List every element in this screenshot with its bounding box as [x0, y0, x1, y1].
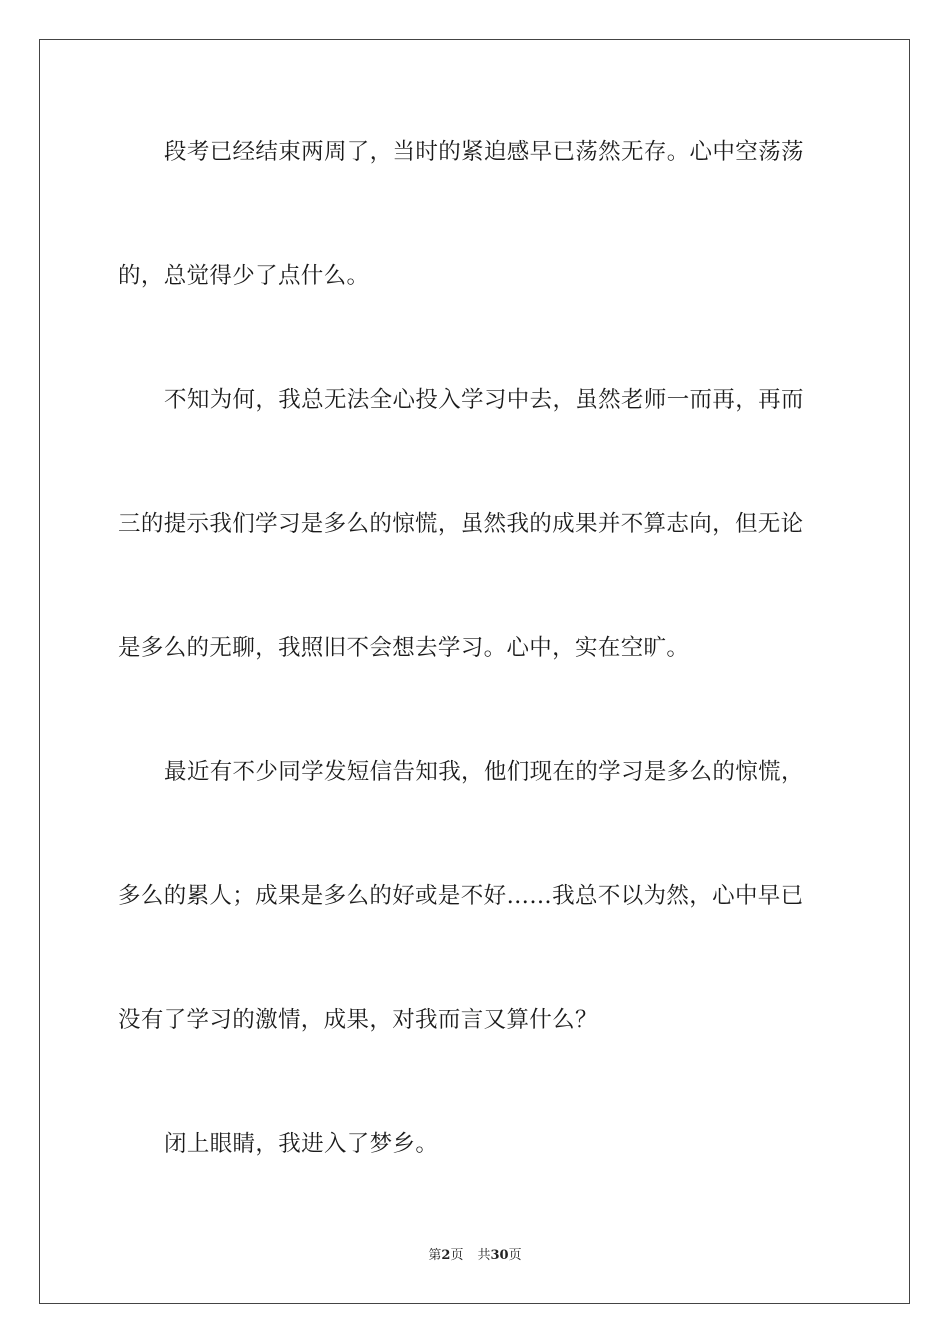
paragraph-line: 的，总觉得少了点什么。 — [118, 263, 370, 289]
footer-page-suffix: 页 — [450, 1248, 464, 1263]
footer-total-prefix: 共 — [477, 1248, 491, 1263]
footer-total-number: 30 — [490, 1248, 509, 1263]
paragraph-line: 段考已经结束两周了，当时的紧迫感早已荡然无存。心中空荡荡 — [164, 139, 804, 165]
paragraph-line: 三的提示我们学习是多么的惊慌，虽然我的成果并不算志向，但无论 — [118, 511, 804, 537]
page-footer — [0, 1247, 950, 1265]
paragraph-line: 多么的累人；成果是多么的好或是不好……我总不以为然，心中早已 — [118, 883, 804, 909]
page-border — [39, 39, 910, 1304]
paragraph-line: 闭上眼睛，我进入了梦乡。 — [164, 1131, 439, 1157]
paragraph-line: 最近有不少同学发短信告知我，他们现在的学习是多么的惊慌， — [164, 759, 804, 785]
paragraph-line: 不知为何，我总无法全心投入学习中去，虽然老师一而再，再而 — [164, 387, 804, 413]
footer-page-prefix: 第 — [428, 1248, 442, 1263]
paragraph-line: 是多么的无聊，我照旧不会想去学习。心中，实在空旷。 — [118, 635, 690, 661]
footer-page-number: 2 — [441, 1248, 451, 1263]
footer-total-suffix: 页 — [508, 1248, 522, 1263]
paragraph-line: 没有了学习的激情，成果，对我而言又算什么？ — [118, 1007, 598, 1033]
